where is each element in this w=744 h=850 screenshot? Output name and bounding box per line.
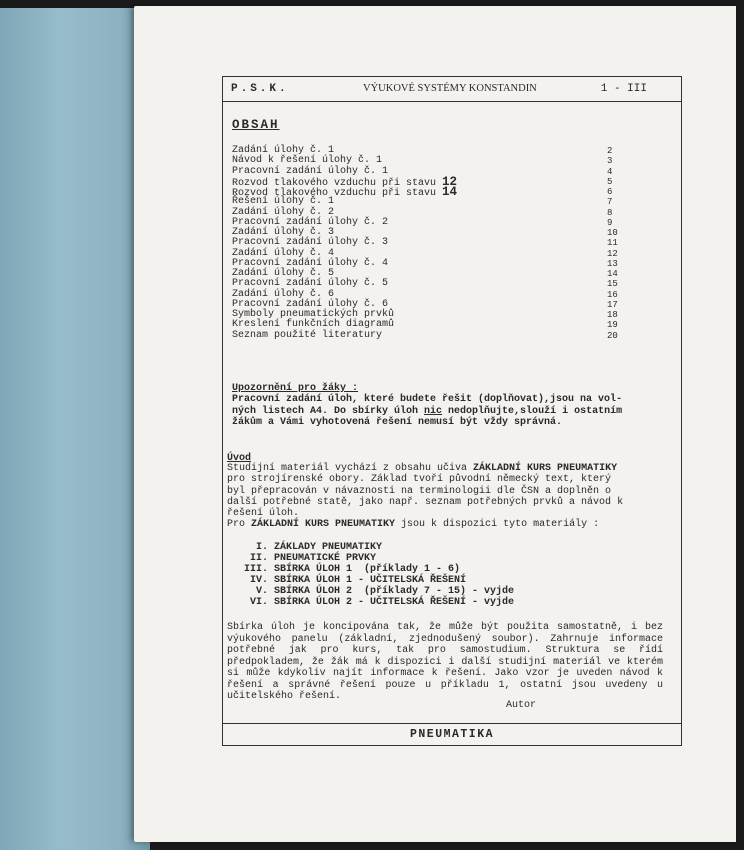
- toc-item-page: 9: [607, 217, 613, 228]
- binder-cover: [0, 8, 150, 850]
- material-item: VI. SBÍRKA ÚLOH 2 - UČITELSKÁ ŘEŠENÍ - vyjde: [244, 597, 515, 608]
- warning-line: žákům a Vámi vyhotovená řešení nemusí být vždy správná.: [232, 417, 563, 428]
- toc-item-label: Zadání úlohy č. 6: [232, 288, 335, 300]
- material-item: IV. SBÍRKA ÚLOH 1 - UČITELSKÁ ŘEŠENÍ: [244, 575, 467, 586]
- toc-item-label: Rozvod tlakového vzduchu při stavu: [232, 177, 443, 189]
- material-item: I. ZÁKLADY PNEUMATIKY: [244, 542, 383, 553]
- toc-item-page: 13: [607, 258, 618, 269]
- toc-item-page: 5: [607, 176, 613, 187]
- toc-item-page: 10: [607, 228, 618, 238]
- toc-item-label: Zadání úlohy č. 5: [232, 268, 335, 279]
- toc-item-page: 15: [607, 279, 618, 290]
- intro-line: byl přepracován v návaznosti na terminologii dle ČSN a doplněn o: [227, 485, 612, 497]
- toc-item-label: Pracovní zadání úlohy č. 6: [232, 298, 389, 310]
- toc-item-state-number: 12: [442, 174, 458, 189]
- intro-course-name: ZÁKLADNÍ KURS PNEUMATIKY: [473, 463, 618, 474]
- toc-item-page: 4: [607, 166, 613, 177]
- toc-item-label: Zadání úlohy č. 1: [232, 145, 335, 156]
- toc-item-page: 12: [607, 248, 618, 259]
- intro-line: pro strojírenské obory. Základ tvoří původní německý text, který: [227, 474, 612, 486]
- warning-heading: Upozornění pro žáky :: [232, 383, 359, 394]
- author-signature: Autor: [506, 700, 537, 711]
- toc-item-page: 14: [607, 269, 618, 279]
- toc-item-page: 17: [607, 299, 618, 310]
- toc-item: [232, 167, 650, 177]
- toc-item-page: 3: [607, 156, 613, 167]
- toc-item-page: 20: [607, 330, 618, 341]
- header-publisher: P.S.K.: [231, 83, 289, 95]
- toc-item-label: Návod k řešení úlohy č. 1: [232, 155, 383, 167]
- table-of-contents: [232, 146, 650, 341]
- toc-item-label: Pracovní zadání úlohy č. 1: [232, 165, 389, 177]
- document-page: [134, 6, 736, 842]
- material-item: V. SBÍRKA ÚLOH 2 (příklady 7 - 15) - vyjde: [244, 586, 515, 597]
- toc-item-label: Pracovní zadání úlohy č. 3: [232, 237, 389, 249]
- warning-line: ných listech A4. Do sbírky úloh: [232, 405, 425, 417]
- toc-item-page: 2: [607, 146, 613, 156]
- closing-paragraph: Sbírka úloh je koncipována tak, že může být použita samostatně, i bez výukového panelu (základní, zjednodušený soubor). Zahrnuje informace potřebné jak pro kurs, tak pro samostudium. Struktura se řídí předpokladem, že žák má k dispozici i další studijní materiál ve kterém si může kdykoliv najít informace k řešení. Jako vzor je uveden návod k řešení a správné řešení pouze u příkladu 1, ostatní jsou uvedeny u učitelského řešení.: [227, 622, 663, 702]
- toc-title: OBSAH: [232, 118, 280, 132]
- page-header: [223, 77, 681, 102]
- warning-line: Pracovní zadání úloh, které budete řešit (doplňovat),jsou na vol-: [232, 394, 623, 405]
- toc-item-page: 11: [607, 238, 618, 249]
- toc-item-page: 8: [607, 207, 613, 218]
- toc-item-label: Pracovní zadání úlohy č. 4: [232, 257, 389, 269]
- page-footer: PNEUMATIKA: [223, 723, 681, 745]
- toc-item-label: Řešení úlohy č. 1: [232, 196, 335, 208]
- toc-item-page: 18: [607, 310, 618, 320]
- intro-line: Studijní materiál vychází z obsahu učiva: [227, 463, 474, 474]
- material-item: II. PNEUMATICKÉ PRVKY: [244, 553, 377, 564]
- intro-line: jsou k dispozici tyto materiály :: [395, 519, 600, 531]
- toc-item-label: Rozvod tlakového vzduchu při stavu: [232, 188, 443, 199]
- toc-item: [232, 174, 650, 189]
- toc-item-state-number: 14: [442, 185, 458, 199]
- intro-line: řešení úloh.: [227, 508, 300, 520]
- intro-line: další potřebné statě, jako např. seznam potřebných prvků a návod k: [227, 496, 624, 508]
- header-title: VÝUKOVÉ SYSTÉMY KONSTANDIN: [363, 83, 537, 94]
- intro-course-name: ZÁKLADNÍ KURS PNEUMATIKY: [251, 519, 396, 531]
- toc-item-page: 19: [607, 320, 618, 331]
- toc-item-label: Pracovní zadání úlohy č. 2: [232, 216, 389, 228]
- intro-heading: Úvod: [227, 453, 252, 464]
- warning-text: [232, 394, 652, 429]
- toc-item-page: 6: [607, 187, 613, 197]
- intro-text: [227, 463, 662, 531]
- materials-list: [244, 542, 514, 608]
- toc-item: [232, 331, 650, 341]
- toc-item-label: Zadání úlohy č. 4: [232, 247, 335, 259]
- toc-item-page: 7: [607, 197, 613, 208]
- toc-item-label: Kreslení funkčních diagramů: [232, 319, 395, 331]
- warning-emphasis: nic: [424, 405, 443, 417]
- toc-item-label: Zadání úlohy č. 2: [232, 206, 335, 218]
- material-item: III. SBÍRKA ÚLOH 1 (příklady 1 - 6): [244, 564, 461, 575]
- toc-item-label: Zadání úlohy č. 3: [232, 227, 335, 238]
- header-page-number: 1 - III: [600, 83, 647, 95]
- intro-line: Pro: [227, 519, 252, 531]
- toc-item-label: Seznam použité literatury: [232, 329, 383, 341]
- toc-item-page: 16: [607, 289, 618, 300]
- toc-item-label: Pracovní zadání úlohy č. 5: [232, 278, 389, 290]
- warning-line: nedoplňujte,slouží i ostatním: [442, 405, 623, 417]
- toc-item-label: Symboly pneumatických prvků: [232, 309, 395, 320]
